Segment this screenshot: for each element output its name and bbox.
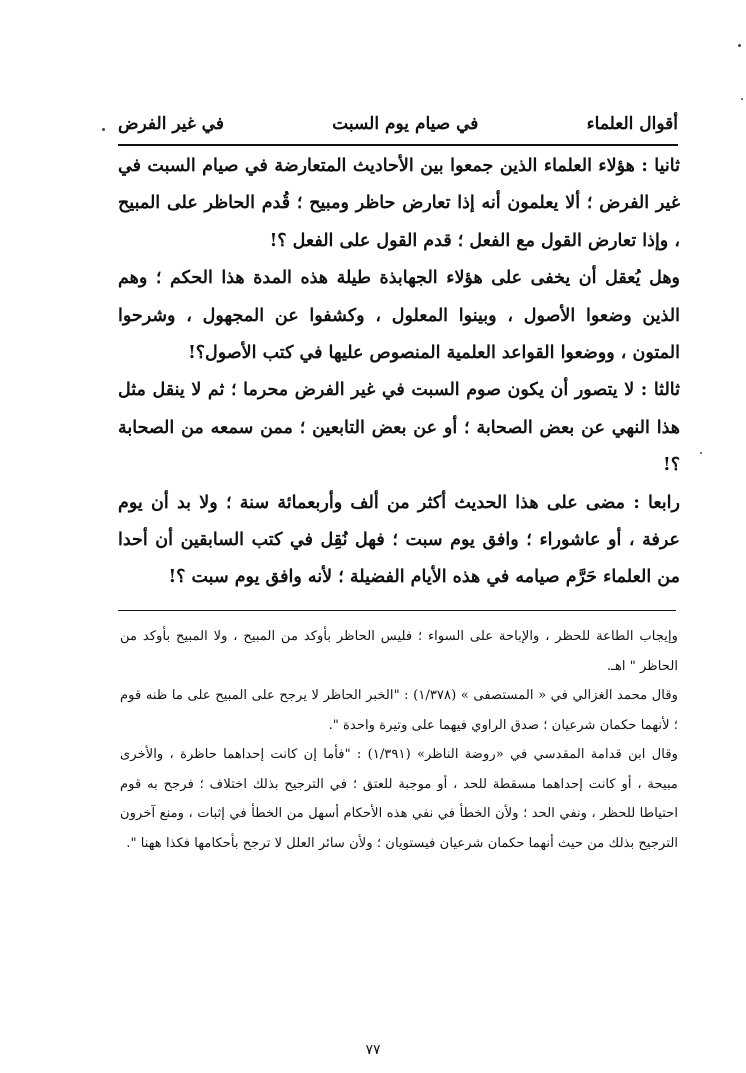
paragraph-second-point: ثانيا : هؤلاء العلماء الذين جمعوا بين الأحاديث المتعارضة في صيام السبت في غير الفرض ؛ ألا يعلمون أنه إذا تعارض حاظر ومبيح ؛ قُدم الحاظر على المبيح ، وإذا تعارض القول مع الفعل ؛ قدم القول على الفعل ؟! [118, 156, 680, 251]
scan-speck [741, 98, 743, 100]
header-subtopic: في غير الفرض [118, 114, 224, 134]
footnote-ibn-qudama: وقال ابن قدامة المقدسي في «روضة الناظر» (١/٣٩١) : "فأما إن كانت إحداهما حاظرة ، والأخرى مبيحة ، أو كانت إحداهما مسقطة للحد ، أو موجبة للعتق ؛ في الترجيح بذلك اختلاف ؛ فرجح به قوم احتياطا للحظر ، ونفي الحد ؛ ولأن الخطأ في نفي هذه الأحكام أسهل من الخطأ في إثبات ، ومنع آخرون الترجيح بذلك من حيث أنهما حكمان شرعيان فيستويان ؛ ولأن سائر العلل لا ترجح بأحكامها فكذا ههنا ". [120, 747, 678, 851]
footnotes [120, 622, 678, 858]
scan-speck [102, 128, 105, 131]
paragraph-question: وهل يُعقل أن يخفى على هؤلاء الجهابذة طيلة هذه المدة هذا الحكم ؛ وهم الذين وضعوا الأصول ، وبينوا المعلول ، وكشفوا عن المجهول ، وشرحوا المتون ، ووضعوا القواعد العلمية المنصوص عليها في كتب الأصول؟! [118, 268, 680, 364]
footnote-separator [118, 610, 676, 611]
paragraph-third-point: ثالثا : لا يتصور أن يكون صوم السبت في غير الفرض محرما ؛ ثم لا ينقل مثل هذا النهي عن بعض الصحابة ؛ أو عن بعض التابعين ؛ ممن سمعه من الصحابة ؟! [118, 380, 680, 476]
footnote-continuation: وإيجاب الطاعة للحظر ، والإباحة على السواء ؛ فليس الحاظر بأوكد من المبيح ، ولا المبيح بأوكد من الحاظر " اهـ. [120, 629, 678, 674]
page-number: ٧٧ [365, 1042, 381, 1058]
header-topic: في صيام يوم السبت [332, 114, 479, 134]
header-section-title: أقوال العلماء [586, 114, 678, 134]
main-text [118, 148, 680, 597]
scan-speck [738, 44, 741, 47]
paragraph-fourth-point: رابعا : مضى على هذا الحديث أكثر من ألف وأربعمائة سنة ؛ ولا بد أن يوم عرفة ، أو عاشوراء ؛ وافق يوم سبت ؛ فهل نُقِل في كتب السابقين أن أحدا من العلماء حَرَّم صيامه في هذه الأيام الفضيلة ؛ لأنه وافق يوم سبت ؟! [118, 492, 680, 588]
footnote-ghazali: وقال محمد الغزالي في « المستصفى » (١/٣٧٨) : "الخبر الحاظر لا يرجح على المبيح على ما ظنه قوم ؛ لأنهما حكمان شرعيان ؛ صدق الراوي فيهما على وتيرة واحدة ". [120, 688, 678, 733]
running-header [118, 104, 678, 146]
scan-speck [700, 452, 702, 454]
